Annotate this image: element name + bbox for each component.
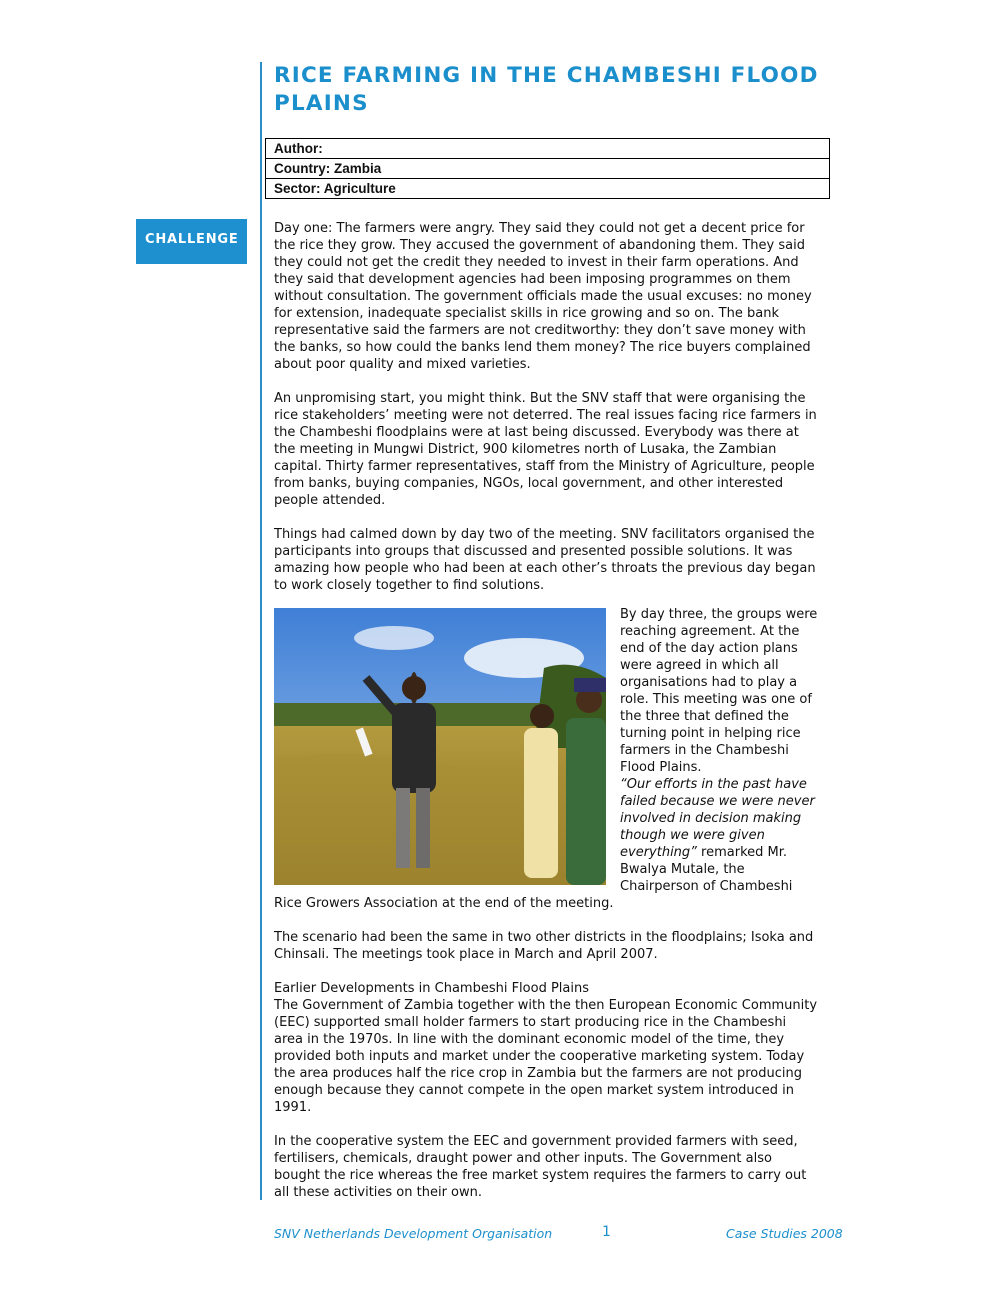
footer-organisation: SNV Netherlands Development Organisation — [274, 1226, 553, 1241]
article-body — [274, 220, 819, 1218]
page-title: RICE FARMING IN THE CHAMBESHI FLOOD PLAINS — [274, 63, 819, 116]
subheading-earlier-developments: Earlier Developments in Chambeshi Flood Plains — [274, 981, 590, 996]
paragraph-7: In the cooperative system the EEC and government provided farmers with seed, fertilisers, chemicals, draught power and other inputs. The Government also bought the rice whereas the free market system requires the farmers to carry out all these activities on their own. — [274, 1134, 807, 1200]
left-vertical-rule — [260, 62, 262, 1200]
paragraph-3: Things had calmed down by day two of the meeting. SNV facilitators organised the participants into groups that discussed and presented possible solutions. It was amazing how people who had been at each other’s throats the previous day began to work closely together to find solutions. — [274, 527, 816, 593]
paragraph-4-text: By day three, the groups were reaching agreement. At the end of the day action plans were agreed in which all organisations had to play a role. This meeting was one of the three that defined the turning point in helping rice farmers in the Chambeshi Flood Plains. — [620, 607, 818, 775]
section-label-challenge: CHALLENGE — [136, 219, 247, 264]
meta-author: Author: — [266, 139, 829, 159]
paragraph-4-quote: “Our efforts in the past have failed because we were never involved in decision making though we were given everything” — [620, 777, 815, 860]
metadata-table — [265, 138, 830, 199]
paragraph-1: Day one: The farmers were angry. They said they could not get a decent price for the rice they grow. They accused the government of abandoning them. They said they could not get the credit they needed to invest in their farm operations. And they said that development agencies had been imposing programmes on them without consultation. The government officials made the usual excuses: no money for extension, inadequate specialist skills in rice growing and so on. The bank representative said the farmers are not creditworthy: they don’t save money with the banks, so how could the banks lend them money? The rice buyers complained about poor quality and mixed varieties. — [274, 221, 812, 372]
paragraph-4-end: remarked Mr. Bwalya Mutale, the Chairperson of Chambeshi Rice Growers Association at the end of the meeting. — [274, 845, 793, 911]
paragraph-5: The scenario had been the same in two other districts in the floodplains; Isoka and Chinsali. The meetings took place in March and April 2007. — [274, 930, 814, 962]
meta-sector: Sector: Agriculture — [274, 181, 396, 196]
footer-page-number: 1 — [602, 1224, 611, 1240]
meta-country: Country: Zambia — [266, 159, 829, 179]
paragraph-4 — [274, 606, 819, 912]
footer-series: Case Studies 2008 — [726, 1226, 843, 1241]
paragraph-6: The Government of Zambia together with the then European Economic Community (EEC) supported small holder farmers to start producing rice in the Chambeshi area in the 1970s. In line with the dominant economic model of the time, they provided both inputs and market under the cooperative marketing system. Today the area produces half the rice crop in Zambia but the farmers are not producing enough because they cannot compete in the open market system introduced in 1991. — [274, 998, 818, 1115]
farmers-photo — [274, 608, 606, 885]
paragraph-2: An unpromising start, you might think. But the SNV staff that were organising the rice stakeholders’ meeting were not deterred. The real issues facing rice farmers in the Chambeshi floodplains were at last being discussed. Everybody was there at the meeting in Mungwi District, 900 kilometres north of Lusaka, the Zambian capital. Thirty farmer representatives, staff from the Ministry of Agriculture, people from banks, buying companies, NGOs, local government, and other interested people attended. — [274, 391, 817, 508]
